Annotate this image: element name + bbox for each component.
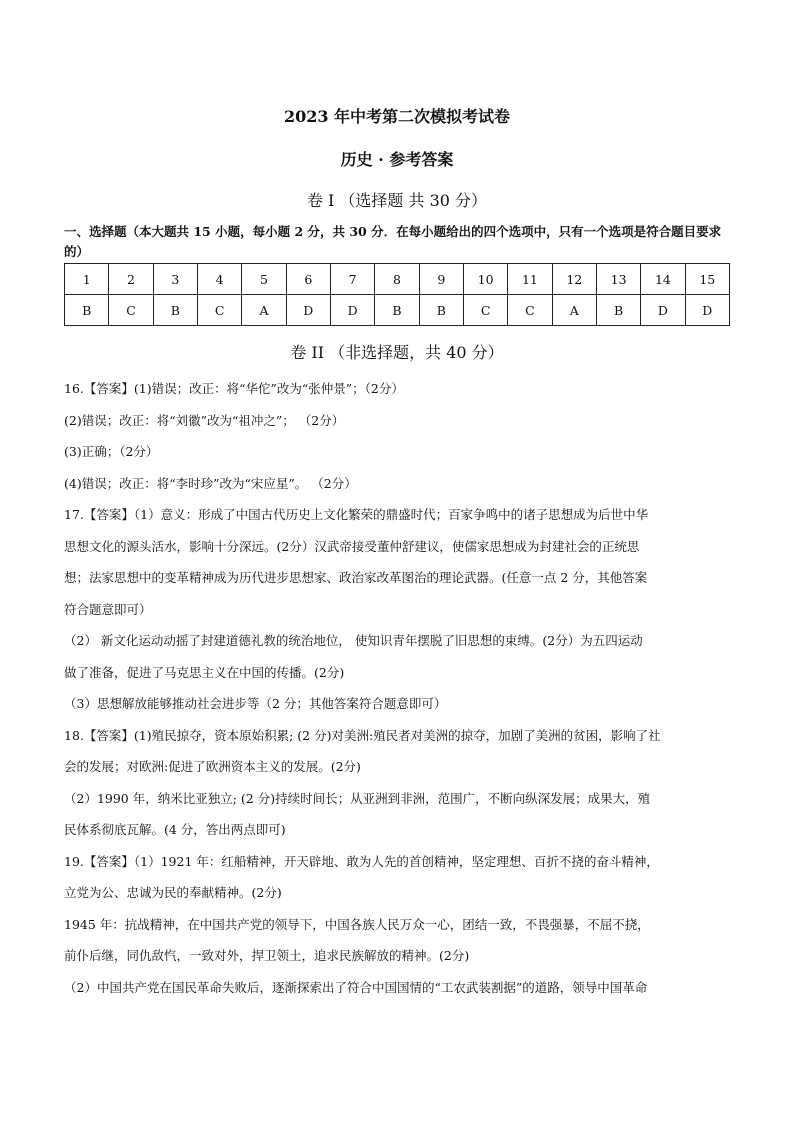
answer-cell: D [286, 295, 330, 326]
question-number: 15 [685, 264, 729, 295]
instructions-prefix: 一、选择题（本大题共 15 小题，每小题 2 分，共 30 分．在每小题给出的 [64, 224, 484, 239]
question-number: 1 [65, 264, 109, 295]
answer-line: （2）中国共产党在国民革命失败后，逐渐探索出了符合中国国情的“工农武装割据”的道路，领导中国革命 [64, 979, 648, 995]
question-number: 6 [286, 264, 330, 295]
answer-table [64, 263, 730, 326]
question-number: 4 [197, 264, 241, 295]
question-number: 5 [242, 264, 286, 295]
answer-cell: B [153, 295, 197, 326]
answer-line: 前仆后继，同仇敌忾，一致对外，捍卫领土，追求民族解放的精神。(2分) [64, 948, 470, 963]
answer-cell: D [330, 295, 374, 326]
answer-line: 17.【答案】（1）意义：形成了中国古代历史上文化繁荣的鼎盛时代；百家争鸣中的诸子思想成为后世中华 [64, 507, 649, 522]
answer-cell: C [463, 295, 507, 326]
answer-line: 民体系彻底瓦解。(4 分，答出两点即可) [64, 822, 286, 837]
question-number: 13 [596, 264, 640, 295]
instructions-suffix: ，只有一个选项是符合题目要求的） [64, 224, 722, 259]
section-heading-1: 卷 I （选择题 共 30 分） [306, 191, 488, 210]
answer-line: 19.【答案】（1）1921 年：红船精神，开天辟地、敢为人先的首创精神，坚定理想、百折不挠的奋斗精神， [64, 853, 659, 869]
answer-cell: A [242, 295, 286, 326]
question-number: 2 [109, 264, 153, 295]
section-heading-2: 卷 II （非选择题，共 40 分） [290, 343, 504, 362]
answer-line: （2） 新文化运动动摇了封建道德礼教的统治地位， 使知识青年摆脱了旧思想的束缚。(2分）为五四运动 [64, 633, 643, 648]
answer-line: 立党为公、忠诚为民的奉献精神。(2分) [64, 885, 282, 900]
answer-cell: A [552, 295, 596, 326]
question-number: 14 [641, 264, 685, 295]
answer-cell: D [641, 295, 685, 326]
page-title: 2023 年中考第二次模拟考试卷 [283, 107, 511, 126]
answer-line: 1945 年：抗战精神，在中国共产党的领导下，中国各族人民万众一心，团结一致，不畏强暴，不屈不挠， [64, 916, 650, 932]
answer-line: 想；法家思想中的变革精神成为历代进步思想家、政治家改革图治的理论武器。(任意一点 2 分，其他答案 [64, 570, 648, 585]
answer-line: （3）思想解放能够推动社会进步等（2 分；其他答案符合题意即可） [64, 696, 447, 711]
answer-cell: C [197, 295, 241, 326]
answer-line: (2)错误；改正：将“刘徽”改为“祖冲之”； （2分） [64, 412, 345, 428]
answer-line: 思想文化的源头活水，影响十分深远。(2分）汉武帝接受董仲舒建议，使儒家思想成为封建社会的正统思 [64, 538, 640, 554]
question-number: 11 [508, 264, 552, 295]
answer-cell: C [109, 295, 153, 326]
question-number: 3 [153, 264, 197, 295]
question-number: 9 [419, 264, 463, 295]
answer-line: (4)错误；改正：将“李时珍”改为“宋应星”。 （2分） [64, 475, 357, 491]
answer-cell: B [596, 295, 640, 326]
answer-cell: D [685, 295, 729, 326]
answer-row [65, 295, 730, 326]
instructions [64, 222, 734, 262]
question-number: 7 [330, 264, 374, 295]
answer-cell: B [65, 295, 109, 326]
instructions-bold: 四个选项中 [483, 224, 547, 239]
question-number: 10 [463, 264, 507, 295]
question-number-row [65, 264, 730, 295]
answer-line: 符合题意即可） [64, 601, 152, 617]
answer-cell: B [375, 295, 419, 326]
answer-body [64, 373, 734, 1003]
answer-line: 16.【答案】(1)错误；改正：将“华佗”改为“张仲景”；（2分） [64, 381, 404, 396]
answer-cell: C [508, 295, 552, 326]
answer-line: （2）1990 年，纳米比亚独立; (2 分)持续时间长；从亚洲到非洲，范围广，不断向纵深发展；成果大，殖 [64, 790, 651, 806]
answer-line: 会的发展；对欧洲:促进了欧洲资本主义的发展。(2分) [64, 759, 361, 774]
answer-cell: B [419, 295, 463, 326]
answer-line: 18.【答案】(1)殖民掠夺，资本原始积累; (2 分)对美洲:殖民者对美洲的掠夺，加剧了美洲的贫困，影响了社 [64, 727, 661, 743]
page-subtitle: 历史 · 参考答案 [340, 150, 454, 169]
answer-line: 做了准备，促进了马克思主义在中国的传播。(2分) [64, 664, 345, 680]
question-number: 12 [552, 264, 596, 295]
question-number: 8 [375, 264, 419, 295]
answer-line: (3)正确；（2分） [64, 444, 159, 459]
